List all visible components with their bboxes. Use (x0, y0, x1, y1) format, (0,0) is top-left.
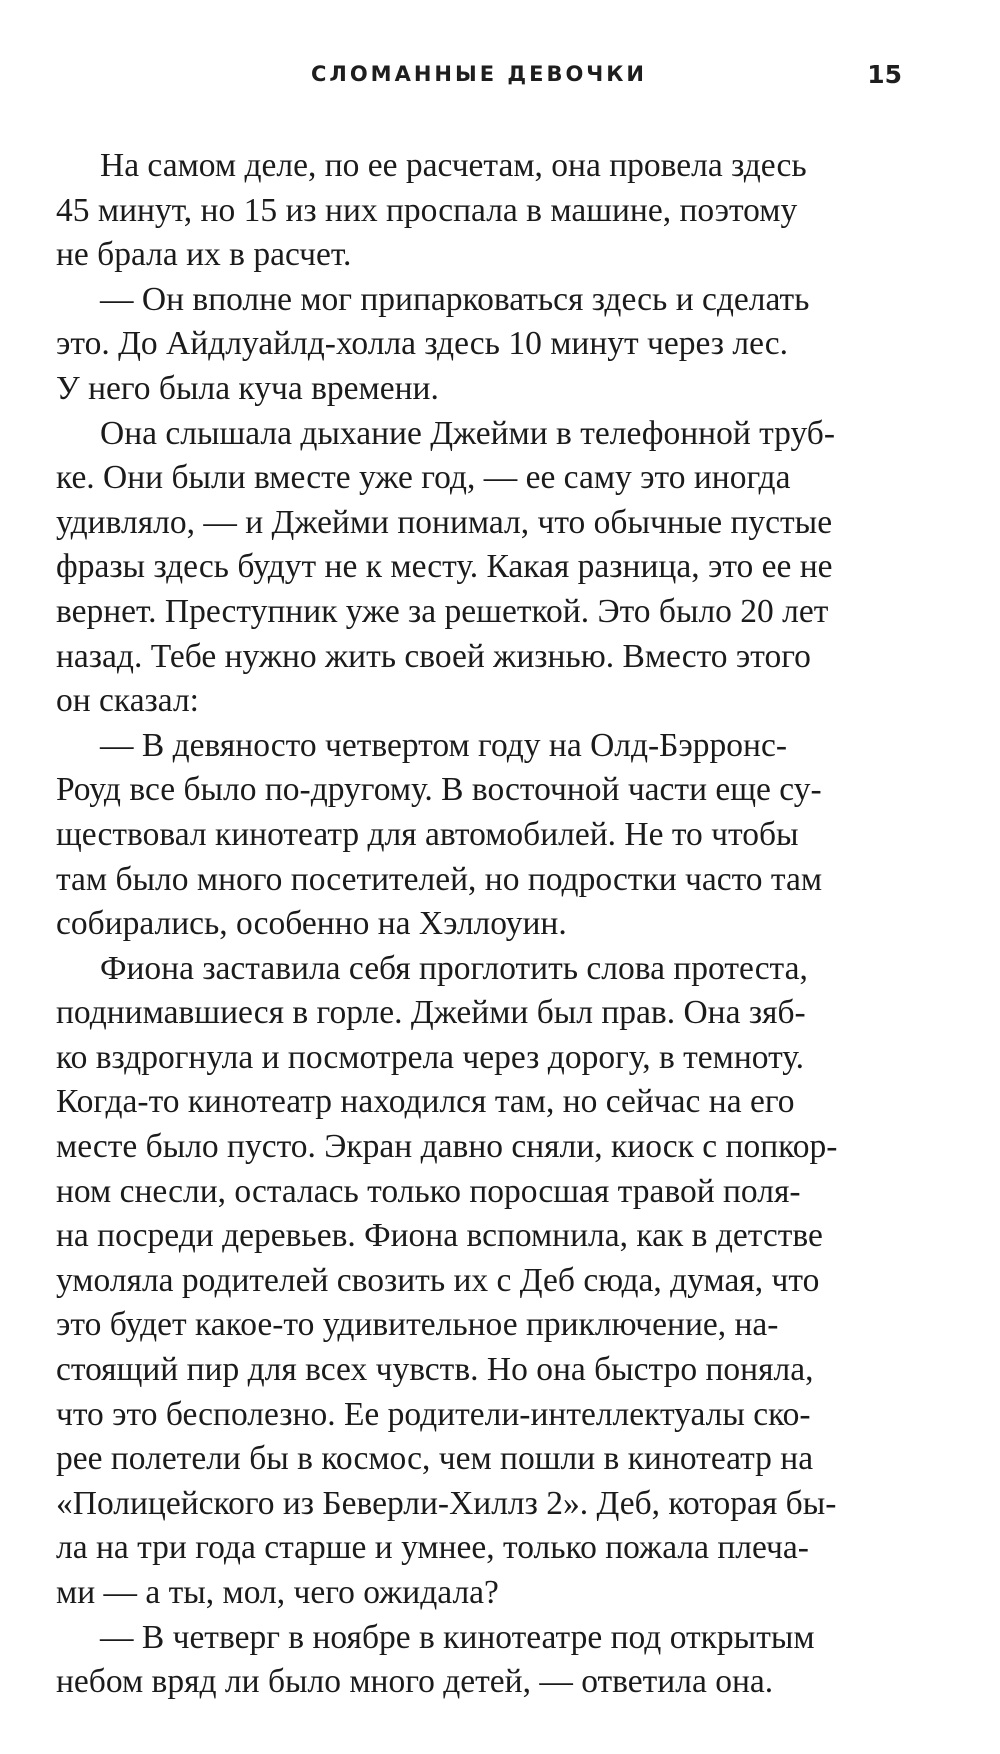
text-line: это будет какое-то удивительное приключение, на- (56, 1306, 779, 1344)
text-line: назад. Тебе нужно жить своей жизнью. Вместо этого (56, 637, 811, 675)
text-line: Фиона заставила себя проглотить слова протеста, (100, 949, 808, 987)
text-line: собирались, особенно на Хэллоуин. (56, 905, 567, 943)
text-line: стоящий пир для всех чувств. Но она быстро поняла, (56, 1351, 814, 1389)
text-line: месте было пусто. Экран давно сняли, киоск с попкор- (56, 1128, 838, 1166)
text-line: умоляла родителей свозить их с Деб сюда, думая, что (56, 1261, 820, 1299)
text-line: — В четверг в ноябре в кинотеатре под открытым (100, 1618, 815, 1656)
text-line: удивляло, — и Джейми понимал, что обычные пустые (56, 503, 833, 541)
text-line: На самом деле, по ее расчетам, она провела здесь (100, 147, 807, 184)
text-line: на посреди деревьев. Фиона вспомнила, как в детстве (56, 1217, 823, 1255)
text-line: «Полицейского из Беверли-Хиллз 2». Деб, которая бы- (56, 1484, 837, 1522)
text-line: он сказал: (56, 682, 199, 720)
text-line: небом вряд ли было много детей, — ответила она. (56, 1663, 774, 1701)
text-line: Когда-то кинотеатр находился там, но сейчас на его (56, 1083, 795, 1121)
page-header (56, 58, 902, 98)
text-line: там было много посетителей, но подростки часто там (56, 860, 823, 898)
text-line: ко вздрогнула и посмотрела через дорогу, в темноту. (56, 1038, 805, 1076)
text-line: вернет. Преступник уже за решеткой. Это было 20 лет (56, 592, 829, 630)
text-line: поднимавшиеся в горле. Джейми был прав. Она зяб- (56, 994, 806, 1032)
text-line: ми — а ты, мол, чего ожидала? (56, 1574, 499, 1611)
text-line: не брала их в расчет. (56, 236, 352, 274)
text-line: — Он вполне мог припарковаться здесь и сделать (100, 280, 810, 318)
text-line: что это бесполезно. Ее родители-интеллектуалы ско- (56, 1395, 811, 1433)
text-line: это. До Айдлуайлд-холла здесь 10 минут через лес. (56, 325, 789, 363)
text-line: рее полетели бы в космос, чем пошли в кинотеатр на (56, 1440, 814, 1478)
text-line: фразы здесь будут не к месту. Какая разница, это ее не (56, 548, 833, 586)
text-line: У него была куча времени. (56, 369, 439, 407)
page-number: 15 (867, 60, 902, 89)
text-line: Она слышала дыхание Джейми в телефонной труб- (100, 414, 835, 452)
text-line: ла на три года старше и умнее, только пожала плеча- (56, 1529, 809, 1567)
text-line: — В девяносто четвертом году на Олд-Бэрронс- (100, 726, 787, 764)
text-line: ном снесли, осталась только поросшая травой поля- (56, 1172, 801, 1210)
text-line: ществовал кинотеатр для автомобилей. Не то чтобы (56, 815, 799, 853)
body-text (56, 144, 902, 1705)
text-line: 45 минут, но 15 из них проспала в машине, поэтому (56, 191, 798, 229)
text-line: ке. Они были вместе уже год, — ее саму это иногда (56, 459, 791, 497)
text-line: Роуд все было по-другому. В восточной части еще су- (56, 771, 822, 809)
running-title: СЛОМАННЫЕ ДЕВОЧКИ (310, 62, 648, 86)
